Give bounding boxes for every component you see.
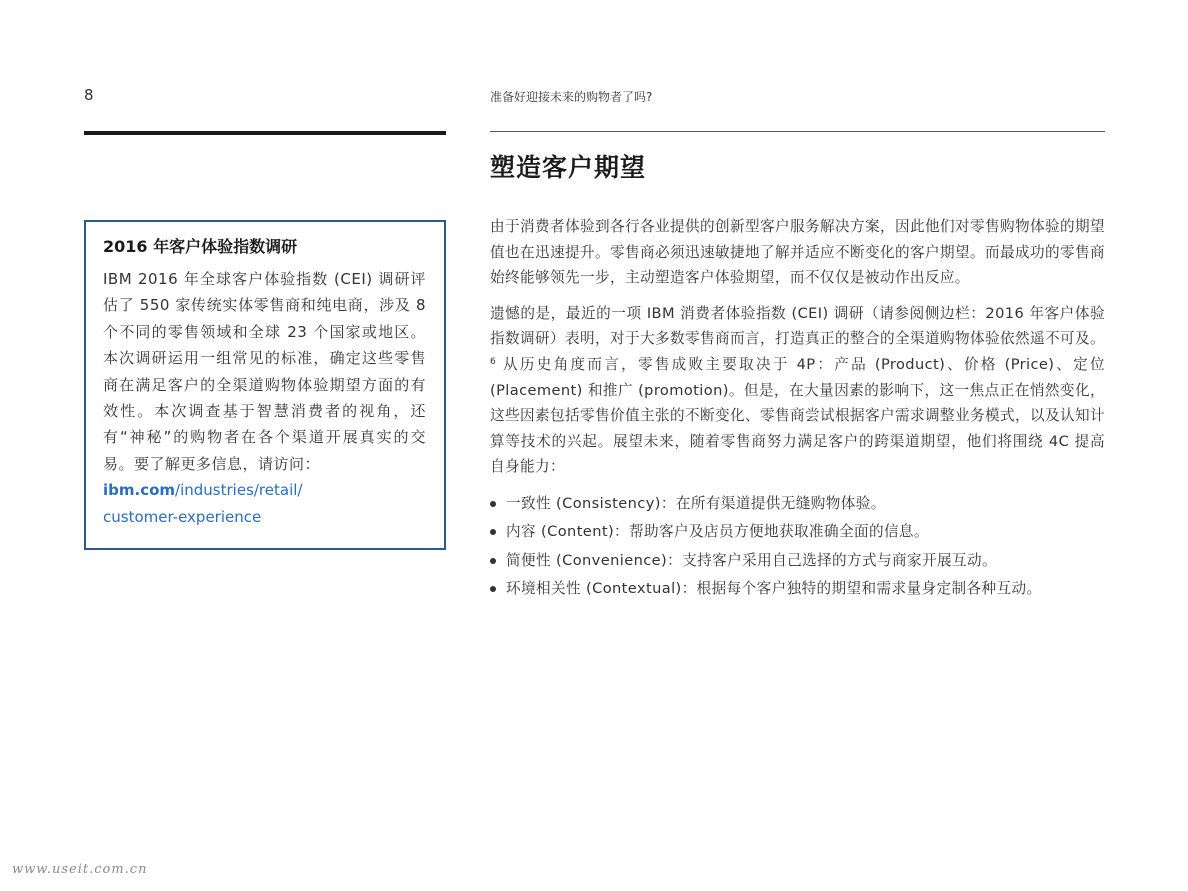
paragraph-2-part-a: 遗憾的是，最近的一项 IBM 消费者体验指数 (CEI) 调研（请参阅侧边栏：2016 年客户体验指数调研）表明，对于大多数零售商而言，打造真正的整合的全渠道购物体验依然遥不可及。 [490,304,1105,348]
sidebar-body: IBM 2016 年全球客户体验指数 (CEI) 调研评估了 550 家传统实体零售商和纯电商，涉及 8 个不同的零售领域和全球 23 个国家或地区。本次调研运用一组常见的标准，确定这些零售商在满足客户的全渠道购物体验期望方面的有效性。本次调查基于智慧消费者的视角，还有“神秘”的购物者在各个渠道开展真实的交易。要了解更多信息，请访问： [103,270,426,473]
footnote-ref: 6 [490,356,497,367]
bullet-icon [490,529,496,535]
bullet-text: 环境相关性 (Contextual)：根据每个客户独特的期望和需求量身定制各种互动。 [506,580,1042,598]
sidebar-title: 2016 年客户体验指数调研 [103,237,298,256]
sidebar-box [84,220,446,550]
bullet-item [490,575,1105,604]
paragraph-2-part-b: 从历史角度而言，零售成败主要取决于 4P：产品 (Product)、价格 (Price)、定位 (Placement) 和推广 (promotion)。但是，在大量因素的影响下，这一焦点正在悄然变化，这些因素包括零售价值主张的不断变化、零售商尝试根据客户需求调整业务模式，以及认知计算等技术的兴起。展望未来，随着零售商努力满足客户的跨渠道期望，他们将围绕 4C 提高自身能力： [490,355,1105,476]
right-divider [490,131,1105,132]
sidebar-link-path-1: /industries/retail/ [175,481,303,500]
bullet-text: 简便性 (Convenience)：支持客户采用自己选择的方式与商家开展互动。 [506,551,997,569]
bullet-item [490,518,1105,547]
paragraph-1: 由于消费者体验到各行各业提供的创新型客户服务解决方案，因此他们对零售购物体验的期望值也在迅速提升。零售商必须迅速敏捷地了解并适应不断变化的客户期望。而最成功的零售商始终能够领先一步，主动塑造客户体验期望，而不仅仅是被动作出反应。 [490,218,1105,287]
running-header: 准备好迎接未来的购物者了吗? [490,90,653,104]
bullet-icon [490,586,496,592]
sidebar-link-domain: ibm.com [103,481,176,500]
bullet-icon [490,501,496,507]
bullet-text: 内容 (Content)：帮助客户及店员方便地获取准确全面的信息。 [506,523,929,541]
bullet-icon [490,558,496,564]
watermark: www.useit.com.cn [12,862,148,877]
sidebar-link-path-2: customer-experience [103,507,262,526]
page-number: 8 [84,86,94,104]
sidebar-link[interactable] [103,477,426,530]
section-title: 塑造客户期望 [490,153,647,182]
bullet-item [490,490,1105,519]
main-body [490,214,1105,604]
bullet-text: 一致性 (Consistency)：在所有渠道提供无缝购物体验。 [506,494,886,512]
paragraph-2 [490,301,1105,480]
bullet-list [490,490,1105,604]
left-divider [84,131,446,135]
bullet-item [490,547,1105,576]
